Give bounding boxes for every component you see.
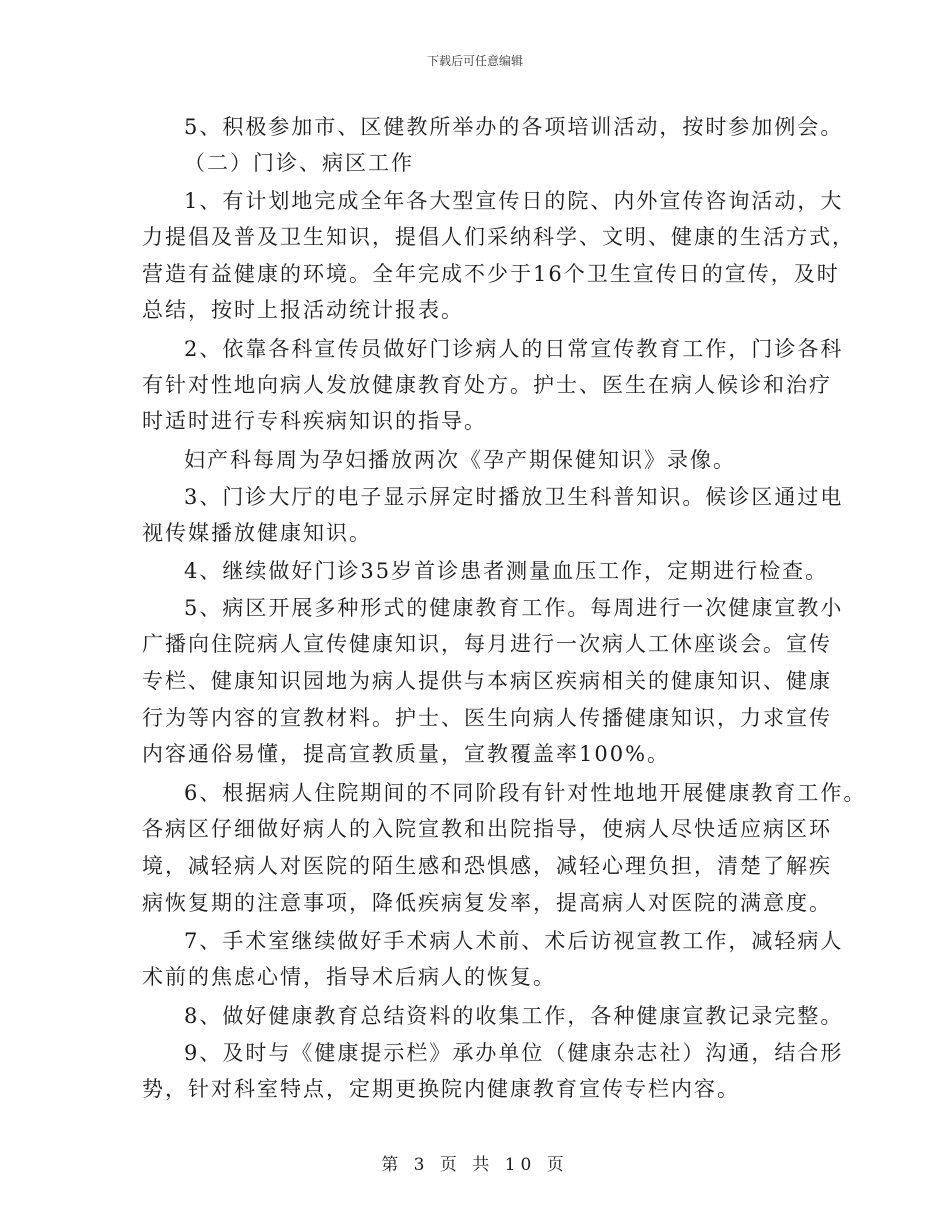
text-line: 势，针对科室特点，定期更换院内健康教育宣传专栏内容。 <box>142 1077 740 1101</box>
text-line: 5、病区开展多种形式的健康教育工作。每周进行一次健康宣教小 <box>184 596 844 620</box>
text-line: 有针对性地向病人发放健康教育处方。护士、医生在病人候诊和治疗 <box>142 373 832 397</box>
text-line: 行为等内容的宣教材料。护士、医生向病人传播健康知识，力求宣传 <box>142 706 832 730</box>
text-line: 9、及时与《健康提示栏》承办单位（健康杂志社）沟通，结合形 <box>184 1041 844 1065</box>
text-line: 4、继续做好门诊35岁首诊患者测量血压工作，定期进行检查。 <box>184 559 829 583</box>
text-line: 内容通俗易懂，提高宣教质量，宣教覆盖率100%。 <box>142 742 671 766</box>
page-number: 第 3 页 共 10 页 <box>381 1155 569 1175</box>
text-line: 1、有计划地完成全年各大型宣传日的院、内外宣传咨询活动，大 <box>184 189 844 213</box>
text-line: 5、积极参加市、区健教所举办的各项培训活动，按时参加例会。 <box>184 115 844 139</box>
text-line: 7、手术室继续做好手术病人术前、术后访视宣教工作，减轻病人 <box>184 929 844 953</box>
text-line: 6、根据病人住院期间的不同阶段有针对性地地开展健康教育工作。 <box>184 781 867 805</box>
text-line: 营造有益健康的环境。全年完成不少于16个卫生宣传日的宣传，及时 <box>142 262 840 286</box>
text-line: 病恢复期的注意事项，降低疾病复发率，提高病人对医院的满意度。 <box>142 891 832 915</box>
text-line: 8、做好健康教育总结资料的收集工作，各种健康宣教记录完整。 <box>184 1004 844 1028</box>
text-line: 力提倡及普及卫生知识，提倡人们采纳科学、文明、健康的生活方式， <box>142 225 855 249</box>
text-line: 各病区仔细做好病人的入院宣教和出院指导，使病人尽快适应病区环 <box>142 817 832 841</box>
text-line: 总结，按时上报活动统计报表。 <box>142 298 464 322</box>
section-heading: （二）门诊、病区工作 <box>184 151 414 175</box>
text-line: 时适时进行专科疾病知识的指导。 <box>142 409 487 433</box>
text-line: 视传媒播放健康知识。 <box>142 521 372 545</box>
text-line: 境，减轻病人对医院的陌生感和恐惧感，减轻心理负担，清楚了解疾 <box>142 854 832 878</box>
text-line: 广播向住院病人宣传健康知识，每月进行一次病人工休座谈会。宣传 <box>142 632 832 656</box>
text-line: 3、门诊大厅的电子显示屏定时播放卫生科普知识。候诊区通过电 <box>184 485 844 509</box>
text-line: 专栏、健康知识园地为病人提供与本病区疾病相关的健康知识、健康 <box>142 669 832 693</box>
text-line: 妇产科每周为孕妇播放两次《孕产期保健知识》录像。 <box>184 448 736 472</box>
text-line: 术前的焦虑心情，指导术后病人的恢复。 <box>142 965 556 989</box>
page-header: 下载后可任意编辑 <box>426 54 523 68</box>
text-line: 2、依靠各科宣传员做好门诊病人的日常宣传教育工作，门诊各科 <box>184 337 844 361</box>
